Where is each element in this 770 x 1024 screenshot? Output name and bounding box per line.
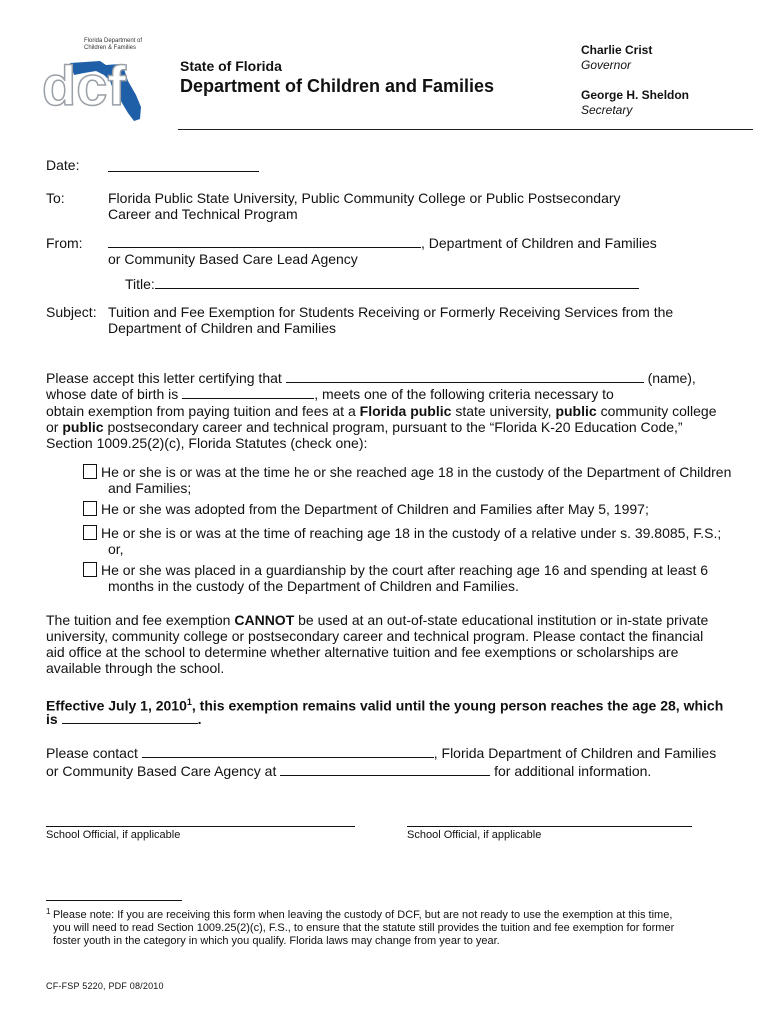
secretary-title: Secretary	[581, 103, 633, 117]
secretary-name: George H. Sheldon	[581, 88, 690, 102]
state-name: State of Florida	[180, 58, 282, 74]
option-3-line-1: He or she is or was at the time of reaching age 18 in the custody of a relative under s. 39.8085, F.S.;	[101, 525, 722, 541]
signature-label-left: School Official, if applicable	[46, 829, 181, 841]
dcf-contact-field[interactable]	[142, 745, 434, 758]
p4-contact-label: Please contact	[46, 745, 138, 761]
p1-line3-a: obtain exemption from paying tuition and fees at a	[46, 403, 356, 419]
p1-line4-b: postsecondary career and technical program, pursuant to the “Florida K-20 Education Code,”	[107, 419, 683, 435]
option-1-line-1: He or she is or was at the time he or she reached age 18 in the custody of the Department of Children	[101, 464, 732, 480]
p3-effective-date: Effective July 1, 2010	[46, 697, 187, 714]
subject-label: Subject:	[46, 304, 97, 320]
option-3-line-2: or,	[108, 541, 124, 557]
p4-line2-end: for additional information.	[494, 763, 652, 779]
from-line-2: or Community Based Care Lead Agency	[108, 251, 358, 267]
p1-line3-c: community college	[600, 403, 717, 419]
footnote-line-2: you will need to read Section 1009.25(2)(c), F.S., to ensure that the statute still provides the tuition and fee exemption for former	[53, 922, 675, 934]
to-line-1: Florida Public State University, Public Community College or Public Postsecondary	[108, 190, 621, 206]
title-field[interactable]	[155, 276, 639, 289]
option-2-checkbox[interactable]	[83, 501, 97, 516]
p1-name-label: (name),	[647, 370, 696, 386]
p2-line2: university, community college or postsecondary career and technical program. Please contact the financial	[46, 628, 704, 644]
p2-line4: available through the school.	[46, 660, 225, 676]
p2-line1-b: be used at an out-of-state educational institution or in-state private	[298, 612, 709, 628]
student-name-field[interactable]	[286, 370, 644, 383]
option-1-checkbox[interactable]	[83, 464, 97, 479]
dcf-logo	[40, 37, 150, 125]
from-suffix: , Department of Children and Families	[421, 235, 657, 251]
from-name-field[interactable]	[108, 235, 421, 248]
option-2-line-1: He or she was adopted from the Department of Children and Families after May 5, 1997;	[101, 501, 649, 517]
p1-criteria-text: , meets one of the following criteria necessary to	[314, 386, 614, 402]
footnote-line-3: foster youth in the category in which you qualify. Florida laws may change from year to year.	[53, 935, 500, 947]
subject-line-1: Tuition and Fee Exemption for Students Receiving or Formerly Receiving Services from the	[108, 304, 674, 320]
footnote-marker: 1	[46, 907, 51, 916]
governor-name: Charlie Crist	[581, 43, 653, 57]
department-name: Department of Children and Families	[180, 76, 495, 96]
p3-footnote-ref: 1	[186, 697, 192, 707]
p1-line5: Section 1009.25(2)(c), Florida Statutes (check one):	[46, 435, 368, 451]
signature-label-right: School Official, if applicable	[407, 829, 542, 841]
option-3-checkbox[interactable]	[83, 525, 97, 540]
to-label: To:	[46, 190, 65, 206]
footnote-divider	[46, 900, 182, 901]
subject-line-2: Department of Children and Families	[108, 320, 336, 336]
p3-period: .	[197, 711, 202, 727]
p3-is: is	[46, 711, 58, 727]
option-4-line-1: He or she was placed in a guardianship by the court after reaching age 16 and spending at least 6	[101, 562, 709, 578]
title-label: Title:	[125, 276, 155, 292]
to-line-2: Career and Technical Program	[108, 206, 298, 222]
p1-line3-bold2: public	[555, 403, 597, 419]
date-label: Date:	[46, 157, 80, 173]
p1-line4-a: or	[46, 419, 59, 435]
date-field[interactable]	[108, 159, 259, 172]
signature-line-right[interactable]	[407, 826, 692, 827]
p3-line1: , this exemption remains valid until the young person reaches the age 28, which	[191, 697, 724, 714]
p4-line1-end: , Florida Department of Children and Families	[433, 745, 717, 761]
dob-field[interactable]	[182, 386, 314, 399]
logo-text: Florida Department of Children & Families	[84, 38, 143, 51]
signature-line-left[interactable]	[46, 826, 355, 827]
logo-letters: dcf	[42, 54, 126, 117]
p1-dob-label: whose date of birth is	[46, 386, 179, 402]
p1-line3-b: state university,	[455, 403, 552, 419]
p2-cannot: CANNOT	[234, 612, 295, 628]
p1-intro: Please accept this letter certifying that	[46, 370, 282, 386]
p1-line3-bold1: Florida public	[359, 403, 452, 419]
header-divider	[178, 129, 753, 130]
p1-line4-bold: public	[62, 419, 104, 435]
cbc-contact-field[interactable]	[280, 763, 490, 776]
p2-line1-a: The tuition and fee exemption	[46, 612, 231, 628]
p4-cbc-label: or Community Based Care Agency at	[46, 763, 277, 779]
from-label: From:	[46, 235, 83, 251]
governor-title: Governor	[581, 58, 632, 72]
option-1-line-2: and Families;	[108, 480, 192, 496]
option-4-line-2: months in the custody of the Department of Children and Families.	[108, 578, 519, 594]
footnote-line-1: Please note: If you are receiving this form when leaving the custody of DCF, but are not ready to use the exemption at this time,	[53, 909, 673, 921]
option-4-checkbox[interactable]	[83, 562, 97, 577]
form-id: CF-FSP 5220, PDF 08/2010	[46, 981, 164, 991]
age-28-date-field[interactable]	[62, 711, 198, 724]
p2-line3: aid office at the school to determine whether alternative tuition and fee exemptions or scholarships are	[46, 644, 679, 660]
